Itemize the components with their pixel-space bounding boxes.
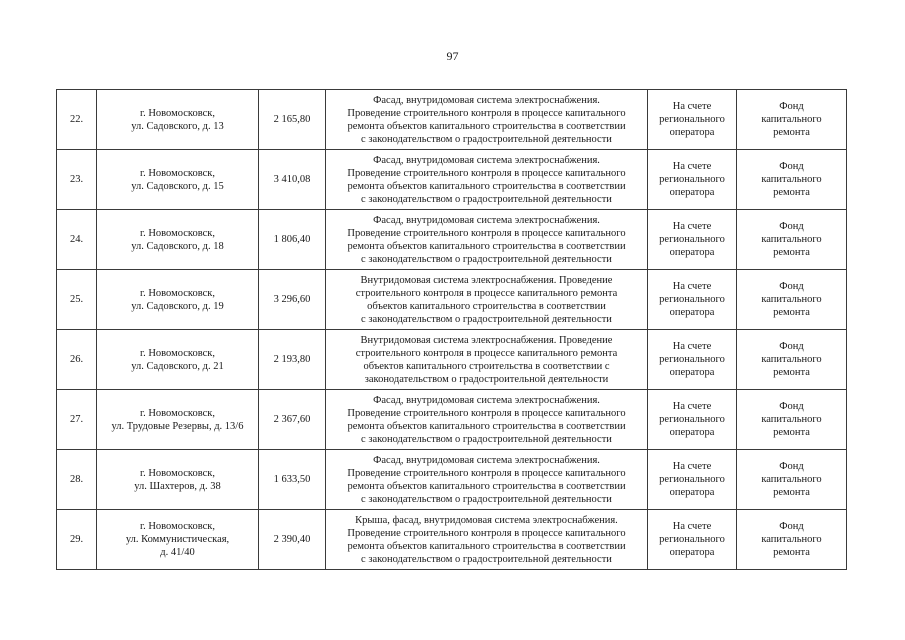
- address-cell: [97, 510, 259, 570]
- funding-source-cell-line: Фонд: [779, 221, 804, 232]
- work-description-cell-line: строительного контроля в процессе капитального ремонта: [355, 287, 618, 299]
- address-cell-line: г. Новомосковск,: [139, 407, 216, 419]
- account-cell-line: регионального: [659, 534, 725, 545]
- work-description-cell-line: Внутридомовая система электроснабжения. Проведение: [360, 334, 613, 346]
- row-number: 29.: [57, 510, 97, 570]
- work-description-cell-line: Проведение строительного контроля в процессе капитального: [347, 527, 626, 539]
- account-cell-line: На счете: [672, 281, 712, 292]
- funding-source-cell-line: ремонта: [773, 367, 810, 378]
- funding-source-cell-line: Фонд: [779, 101, 804, 112]
- table-row: [57, 330, 847, 390]
- funding-source-cell-line: ремонта: [773, 427, 810, 438]
- funding-source-cell-line: капитального: [761, 534, 822, 545]
- address-cell-line: ул. Садовского, д. 13: [131, 120, 224, 132]
- funding-source-cell-line: капитального: [761, 294, 822, 305]
- work-description-cell-line: с законодательством о градостроительной деятельности: [361, 313, 612, 325]
- cost-cell: 2 165,80: [259, 90, 326, 150]
- account-cell-line: На счете: [672, 401, 712, 412]
- address-cell: [97, 270, 259, 330]
- funding-source-cell-line: Фонд: [779, 281, 804, 292]
- funding-source-cell: [737, 450, 847, 510]
- address-cell-line: ул. Садовского, д. 19: [131, 300, 224, 312]
- table-row: [57, 150, 847, 210]
- work-description-cell: [326, 510, 648, 570]
- work-description-cell-line: с законодательством о градостроительной деятельности: [361, 133, 612, 145]
- account-cell-line: регионального: [659, 354, 725, 365]
- account-cell: [648, 270, 737, 330]
- funding-source-cell-line: капитального: [761, 354, 822, 365]
- work-description-cell-line: Проведение строительного контроля в процессе капитального: [347, 167, 626, 179]
- cost-cell: 3 410,08: [259, 150, 326, 210]
- funding-source-cell: [737, 90, 847, 150]
- funding-source-cell: [737, 210, 847, 270]
- cost-cell: 1 633,50: [259, 450, 326, 510]
- funding-source-cell: [737, 390, 847, 450]
- funding-source-cell-line: Фонд: [779, 401, 804, 412]
- work-description-cell-line: Проведение строительного контроля в процессе капитального: [347, 407, 626, 419]
- account-cell-line: регионального: [659, 414, 725, 425]
- address-cell: [97, 90, 259, 150]
- address-cell-line: г. Новомосковск,: [139, 167, 216, 179]
- row-number: 25.: [57, 270, 97, 330]
- account-cell-line: оператора: [669, 547, 715, 558]
- address-cell-line: ул. Садовского, д. 21: [131, 360, 224, 372]
- account-cell-line: регионального: [659, 234, 725, 245]
- funding-source-cell-line: Фонд: [779, 341, 804, 352]
- table-row: [57, 450, 847, 510]
- address-cell-line: ул. Коммунистическая,: [125, 534, 230, 545]
- funding-source-cell-line: ремонта: [773, 247, 810, 258]
- address-cell-line: г. Новомосковск,: [139, 521, 216, 532]
- address-cell-line: ул. Садовского, д. 15: [131, 180, 224, 192]
- work-description-cell-line: ремонта объектов капитального строительства в соответствии: [347, 120, 626, 132]
- address-cell-line: д. 41/40: [160, 547, 195, 558]
- account-cell: [648, 510, 737, 570]
- address-cell-line: г. Новомосковск,: [139, 347, 216, 359]
- work-description-cell: [326, 390, 648, 450]
- work-description-cell-line: ремонта объектов капитального строительства в соответствии: [347, 420, 626, 432]
- work-description-cell-line: с законодательством о градостроительной деятельности: [361, 253, 612, 265]
- funding-source-cell-line: ремонта: [773, 127, 810, 138]
- address-cell-line: ул. Шахтеров, д. 38: [134, 480, 221, 492]
- address-cell-line: г. Новомосковск,: [139, 467, 216, 479]
- funding-source-cell-line: ремонта: [773, 547, 810, 558]
- funding-source-cell-line: ремонта: [773, 487, 810, 498]
- funding-source-cell-line: Фонд: [779, 461, 804, 472]
- work-description-cell-line: с законодательством о градостроительной деятельности: [361, 193, 612, 205]
- address-cell-line: г. Новомосковск,: [139, 227, 216, 239]
- page-number: 97: [446, 49, 459, 63]
- account-cell-line: оператора: [669, 127, 715, 138]
- funding-source-cell: [737, 150, 847, 210]
- row-number: 28.: [57, 450, 97, 510]
- work-description-cell: [326, 90, 648, 150]
- funding-source-cell-line: Фонд: [779, 521, 804, 532]
- table-row: [57, 270, 847, 330]
- table-row: [57, 510, 847, 570]
- funding-source-cell-line: капитального: [761, 414, 822, 425]
- account-cell-line: регионального: [659, 114, 725, 125]
- funding-source-cell-line: капитального: [761, 474, 822, 485]
- work-description-cell-line: Проведение строительного контроля в процессе капитального: [347, 107, 626, 119]
- address-cell: [97, 450, 259, 510]
- work-description-cell-line: с законодательством о градостроительной деятельности: [361, 433, 612, 445]
- work-description-cell-line: Внутридомовая система электроснабжения. Проведение: [360, 274, 613, 286]
- account-cell-line: оператора: [669, 187, 715, 198]
- account-cell-line: оператора: [669, 307, 715, 318]
- table-row: [57, 90, 847, 150]
- funding-source-cell-line: капитального: [761, 174, 822, 185]
- account-cell-line: На счете: [672, 521, 712, 532]
- address-cell-line: г. Новомосковск,: [139, 287, 216, 299]
- account-cell-line: оператора: [669, 427, 715, 438]
- row-number: 27.: [57, 390, 97, 450]
- work-description-cell: [326, 330, 648, 390]
- account-cell-line: На счете: [672, 101, 712, 112]
- work-description-cell-line: с законодательством о градостроительной деятельности: [361, 553, 612, 565]
- account-cell-line: На счете: [672, 161, 712, 172]
- cost-cell: 2 193,80: [259, 330, 326, 390]
- work-description-cell-line: Фасад, внутридомовая система электроснабжения.: [373, 94, 600, 106]
- work-description-cell-line: объектов капитального строительства в соответствии с: [363, 360, 610, 372]
- account-cell: [648, 90, 737, 150]
- work-description-cell-line: объектов капитального строительства в соответствии: [367, 300, 606, 312]
- account-cell: [648, 450, 737, 510]
- account-cell: [648, 330, 737, 390]
- work-description-cell-line: законодательством о градостроительной деятельности: [364, 373, 609, 385]
- table-row: [57, 390, 847, 450]
- work-description-cell-line: с законодательством о градостроительной деятельности: [361, 493, 612, 505]
- funding-source-cell: [737, 510, 847, 570]
- account-cell: [648, 390, 737, 450]
- row-number: 23.: [57, 150, 97, 210]
- work-description-cell-line: Фасад, внутридомовая система электроснабжения.: [373, 214, 600, 226]
- funding-source-cell-line: ремонта: [773, 187, 810, 198]
- work-description-cell-line: Фасад, внутридомовая система электроснабжения.: [373, 394, 600, 406]
- account-cell-line: регионального: [659, 294, 725, 305]
- work-description-cell-line: Проведение строительного контроля в процессе капитального: [347, 227, 626, 239]
- account-cell-line: На счете: [672, 341, 712, 352]
- address-cell-line: ул. Трудовые Резервы, д. 13/6: [111, 420, 244, 432]
- funding-source-cell: [737, 330, 847, 390]
- work-description-cell-line: ремонта объектов капитального строительства в соответствии: [347, 180, 626, 192]
- address-cell: [97, 210, 259, 270]
- work-description-cell-line: Фасад, внутридомовая система электроснабжения.: [373, 154, 600, 166]
- account-cell: [648, 210, 737, 270]
- address-cell-line: г. Новомосковск,: [139, 107, 216, 119]
- cost-cell: 2 390,40: [259, 510, 326, 570]
- work-description-cell-line: ремонта объектов капитального строительства в соответствии: [347, 480, 626, 492]
- work-description-cell-line: ремонта объектов капитального строительства в соответствии: [347, 240, 626, 252]
- row-number: 26.: [57, 330, 97, 390]
- address-cell: [97, 150, 259, 210]
- account-cell-line: На счете: [672, 461, 712, 472]
- work-description-cell: [326, 270, 648, 330]
- row-number: 24.: [57, 210, 97, 270]
- work-description-cell: [326, 450, 648, 510]
- funding-source-cell-line: ремонта: [773, 307, 810, 318]
- address-cell: [97, 390, 259, 450]
- funding-source-cell: [737, 270, 847, 330]
- table-row: [57, 210, 847, 270]
- account-cell-line: регионального: [659, 474, 725, 485]
- cost-cell: 1 806,40: [259, 210, 326, 270]
- work-description-cell-line: строительного контроля в процессе капитального ремонта: [355, 347, 618, 359]
- account-cell-line: оператора: [669, 247, 715, 258]
- account-cell-line: регионального: [659, 174, 725, 185]
- account-cell-line: оператора: [669, 367, 715, 378]
- funding-source-cell-line: капитального: [761, 114, 822, 125]
- funding-source-cell-line: капитального: [761, 234, 822, 245]
- work-description-cell: [326, 210, 648, 270]
- row-number: 22.: [57, 90, 97, 150]
- work-description-cell: [326, 150, 648, 210]
- work-description-cell-line: Проведение строительного контроля в процессе капитального: [347, 467, 626, 479]
- repair-table: [56, 89, 847, 570]
- account-cell-line: На счете: [672, 221, 712, 232]
- cost-cell: 3 296,60: [259, 270, 326, 330]
- account-cell: [648, 150, 737, 210]
- work-description-cell-line: Крыша, фасад, внутридомовая система электроснабжения.: [355, 514, 618, 526]
- address-cell: [97, 330, 259, 390]
- funding-source-cell-line: Фонд: [779, 161, 804, 172]
- address-cell-line: ул. Садовского, д. 18: [131, 240, 224, 252]
- cost-cell: 2 367,60: [259, 390, 326, 450]
- account-cell-line: оператора: [669, 487, 715, 498]
- work-description-cell-line: ремонта объектов капитального строительства в соответствии: [347, 540, 626, 552]
- work-description-cell-line: Фасад, внутридомовая система электроснабжения.: [373, 454, 600, 466]
